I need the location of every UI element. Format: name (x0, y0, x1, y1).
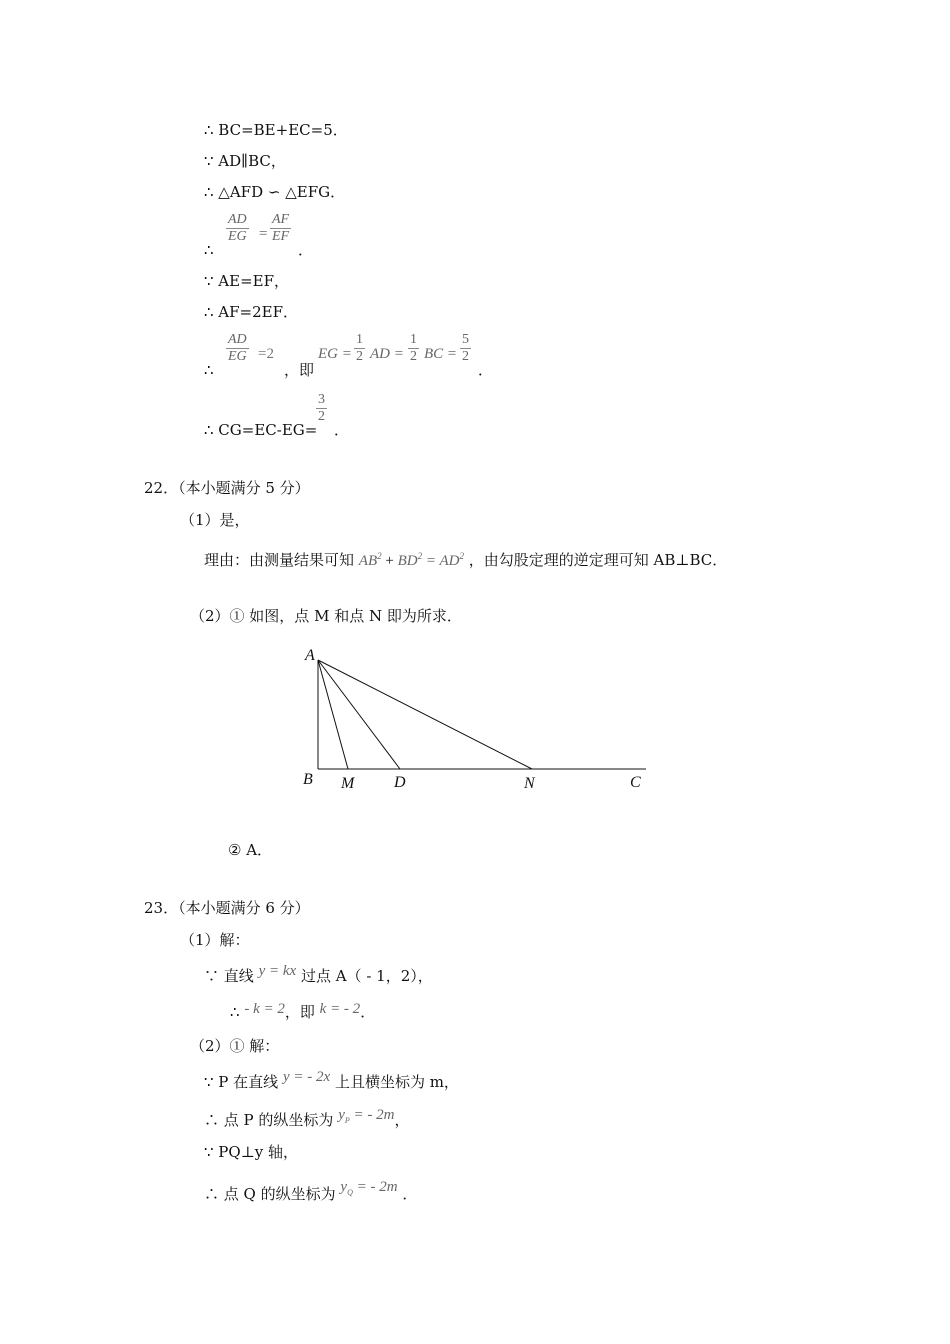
line-similar-triangles: ∴ △AFD ∽ △EFG． (204, 183, 346, 201)
fraction-ad-eg (226, 212, 249, 245)
q22-part2: （2）① 如图，点 M 和点 N 即为所求． (190, 607, 462, 625)
step6-end: ． (402, 1185, 418, 1203)
segment-am (318, 660, 348, 769)
frac-den: EF (272, 229, 290, 244)
frac-num: 5 (462, 332, 469, 347)
line-af-2ef: ∴ AF=2EF． (204, 303, 299, 321)
step2-prefix: ∴ (230, 1003, 240, 1021)
step3-suffix: 上且横坐标为 m， (334, 1073, 459, 1091)
reason-sup: 2 (377, 551, 382, 561)
step2-math2: k = - 2 (319, 1001, 361, 1017)
q23-step1 (204, 963, 433, 987)
math-sub: P (344, 1116, 350, 1125)
q23-step2 (230, 1002, 375, 1023)
fraction-three-half (316, 392, 327, 425)
eg-eq: EG = (318, 346, 352, 362)
step6-prefix: ∴ 点 Q 的纵坐标为 (204, 1185, 336, 1203)
therefore-symbol: ∴ (204, 361, 214, 379)
period: ． (334, 421, 350, 439)
q23-header: 23．（本小题满分 6 分） (144, 899, 310, 917)
step3-prefix: ∵ P 在直线 (204, 1073, 279, 1091)
step1-math: y = kx (258, 963, 297, 979)
step4-math (338, 1107, 394, 1123)
q22-reason (204, 546, 727, 571)
q23-step4 (204, 1107, 410, 1137)
equals-sign: = (258, 226, 269, 242)
label-b: B (303, 771, 313, 788)
line-bc-sum: ∴ BC=BE+EC=5． (204, 121, 348, 139)
line-ad-parallel-bc: ∵ AD∥BC， (204, 152, 286, 170)
q22-part1: （1）是， (180, 511, 250, 529)
frac-num: 1 (356, 332, 363, 347)
equals-two: =2 (258, 346, 274, 362)
segment-an (318, 660, 532, 769)
period: ． (298, 241, 314, 259)
reason-suffix: ，由勾股定理的逆定理可知 AB⊥BC． (468, 551, 728, 569)
math-rest: = - 2m (352, 1179, 398, 1195)
cg-equation: ∴ CG=EC-EG= (204, 421, 318, 439)
label-m: M (341, 775, 355, 792)
fraction-one-half-2 (408, 332, 419, 365)
frac-num: AD (228, 212, 247, 227)
label-n: N (524, 775, 535, 792)
frac-den: 2 (462, 349, 469, 364)
reason-sup: 2 (417, 551, 423, 561)
frac-den: 2 (410, 349, 417, 364)
segment-ad (318, 660, 400, 769)
therefore-symbol: ∴ (204, 241, 214, 259)
math-sub: Q (347, 1188, 353, 1197)
step2-math: - k = 2 (244, 1001, 285, 1017)
line-ae-ef: ∵ AE=EF， (204, 272, 290, 290)
frac-num: 1 (410, 332, 417, 347)
reason-prefix: 理由：由测量结果可知 (204, 551, 355, 569)
step1-suffix: 过点 A（ - 1，2）， (300, 967, 433, 985)
q23-step5: ∵ PQ⊥y 轴， (204, 1143, 299, 1161)
fraction-five-half (460, 332, 471, 365)
step4-end: ， (394, 1111, 410, 1129)
q23-step3 (204, 1069, 459, 1093)
step2-mid: ，即 (284, 1003, 315, 1021)
frac-num: 3 (318, 392, 325, 407)
q23-step6 (204, 1179, 418, 1211)
reason-eq-ad: = AD (422, 553, 460, 569)
namely-text: ，即 (284, 361, 315, 379)
fraction-ad-eg (226, 332, 249, 365)
triangle-figure (290, 640, 660, 800)
frac-den: 2 (356, 349, 363, 364)
step3-math: y = - 2x (282, 1069, 331, 1085)
step2-end: ． (360, 1003, 376, 1021)
q22-header: 22．（本小题满分 5 分） (144, 479, 310, 497)
q22-answer-2: ② A． (228, 841, 273, 859)
step1-prefix: ∵ 直线 (204, 967, 254, 985)
math-y: y (338, 1107, 345, 1123)
reason-plus: + (381, 553, 398, 569)
q23-part1: （1）解： (180, 931, 250, 949)
frac-den: EG (228, 229, 247, 244)
label-d: D (394, 774, 406, 791)
fraction-one-half-1 (354, 332, 365, 365)
math-rest: = - 2m (349, 1107, 395, 1123)
q23-part2: （2）① 解： (190, 1037, 280, 1055)
ad-eq: AD = (370, 346, 404, 362)
frac-num: AD (228, 332, 247, 347)
frac-den: 2 (318, 409, 325, 424)
label-a: A (305, 647, 315, 664)
reason-sup: 2 (459, 551, 464, 561)
math-y: y (340, 1179, 348, 1195)
reason-math-ab: AB (358, 553, 378, 569)
fraction-af-ef (270, 212, 291, 245)
frac-num: AF (272, 212, 290, 227)
frac-den: EG (228, 349, 247, 364)
bc-eq: BC = (424, 346, 458, 362)
label-c: C (630, 774, 641, 791)
reason-math-bd: BD (397, 553, 418, 569)
step6-math (340, 1179, 397, 1195)
step4-prefix: ∴ 点 P 的纵坐标为 (204, 1111, 334, 1129)
period: ． (478, 361, 494, 379)
